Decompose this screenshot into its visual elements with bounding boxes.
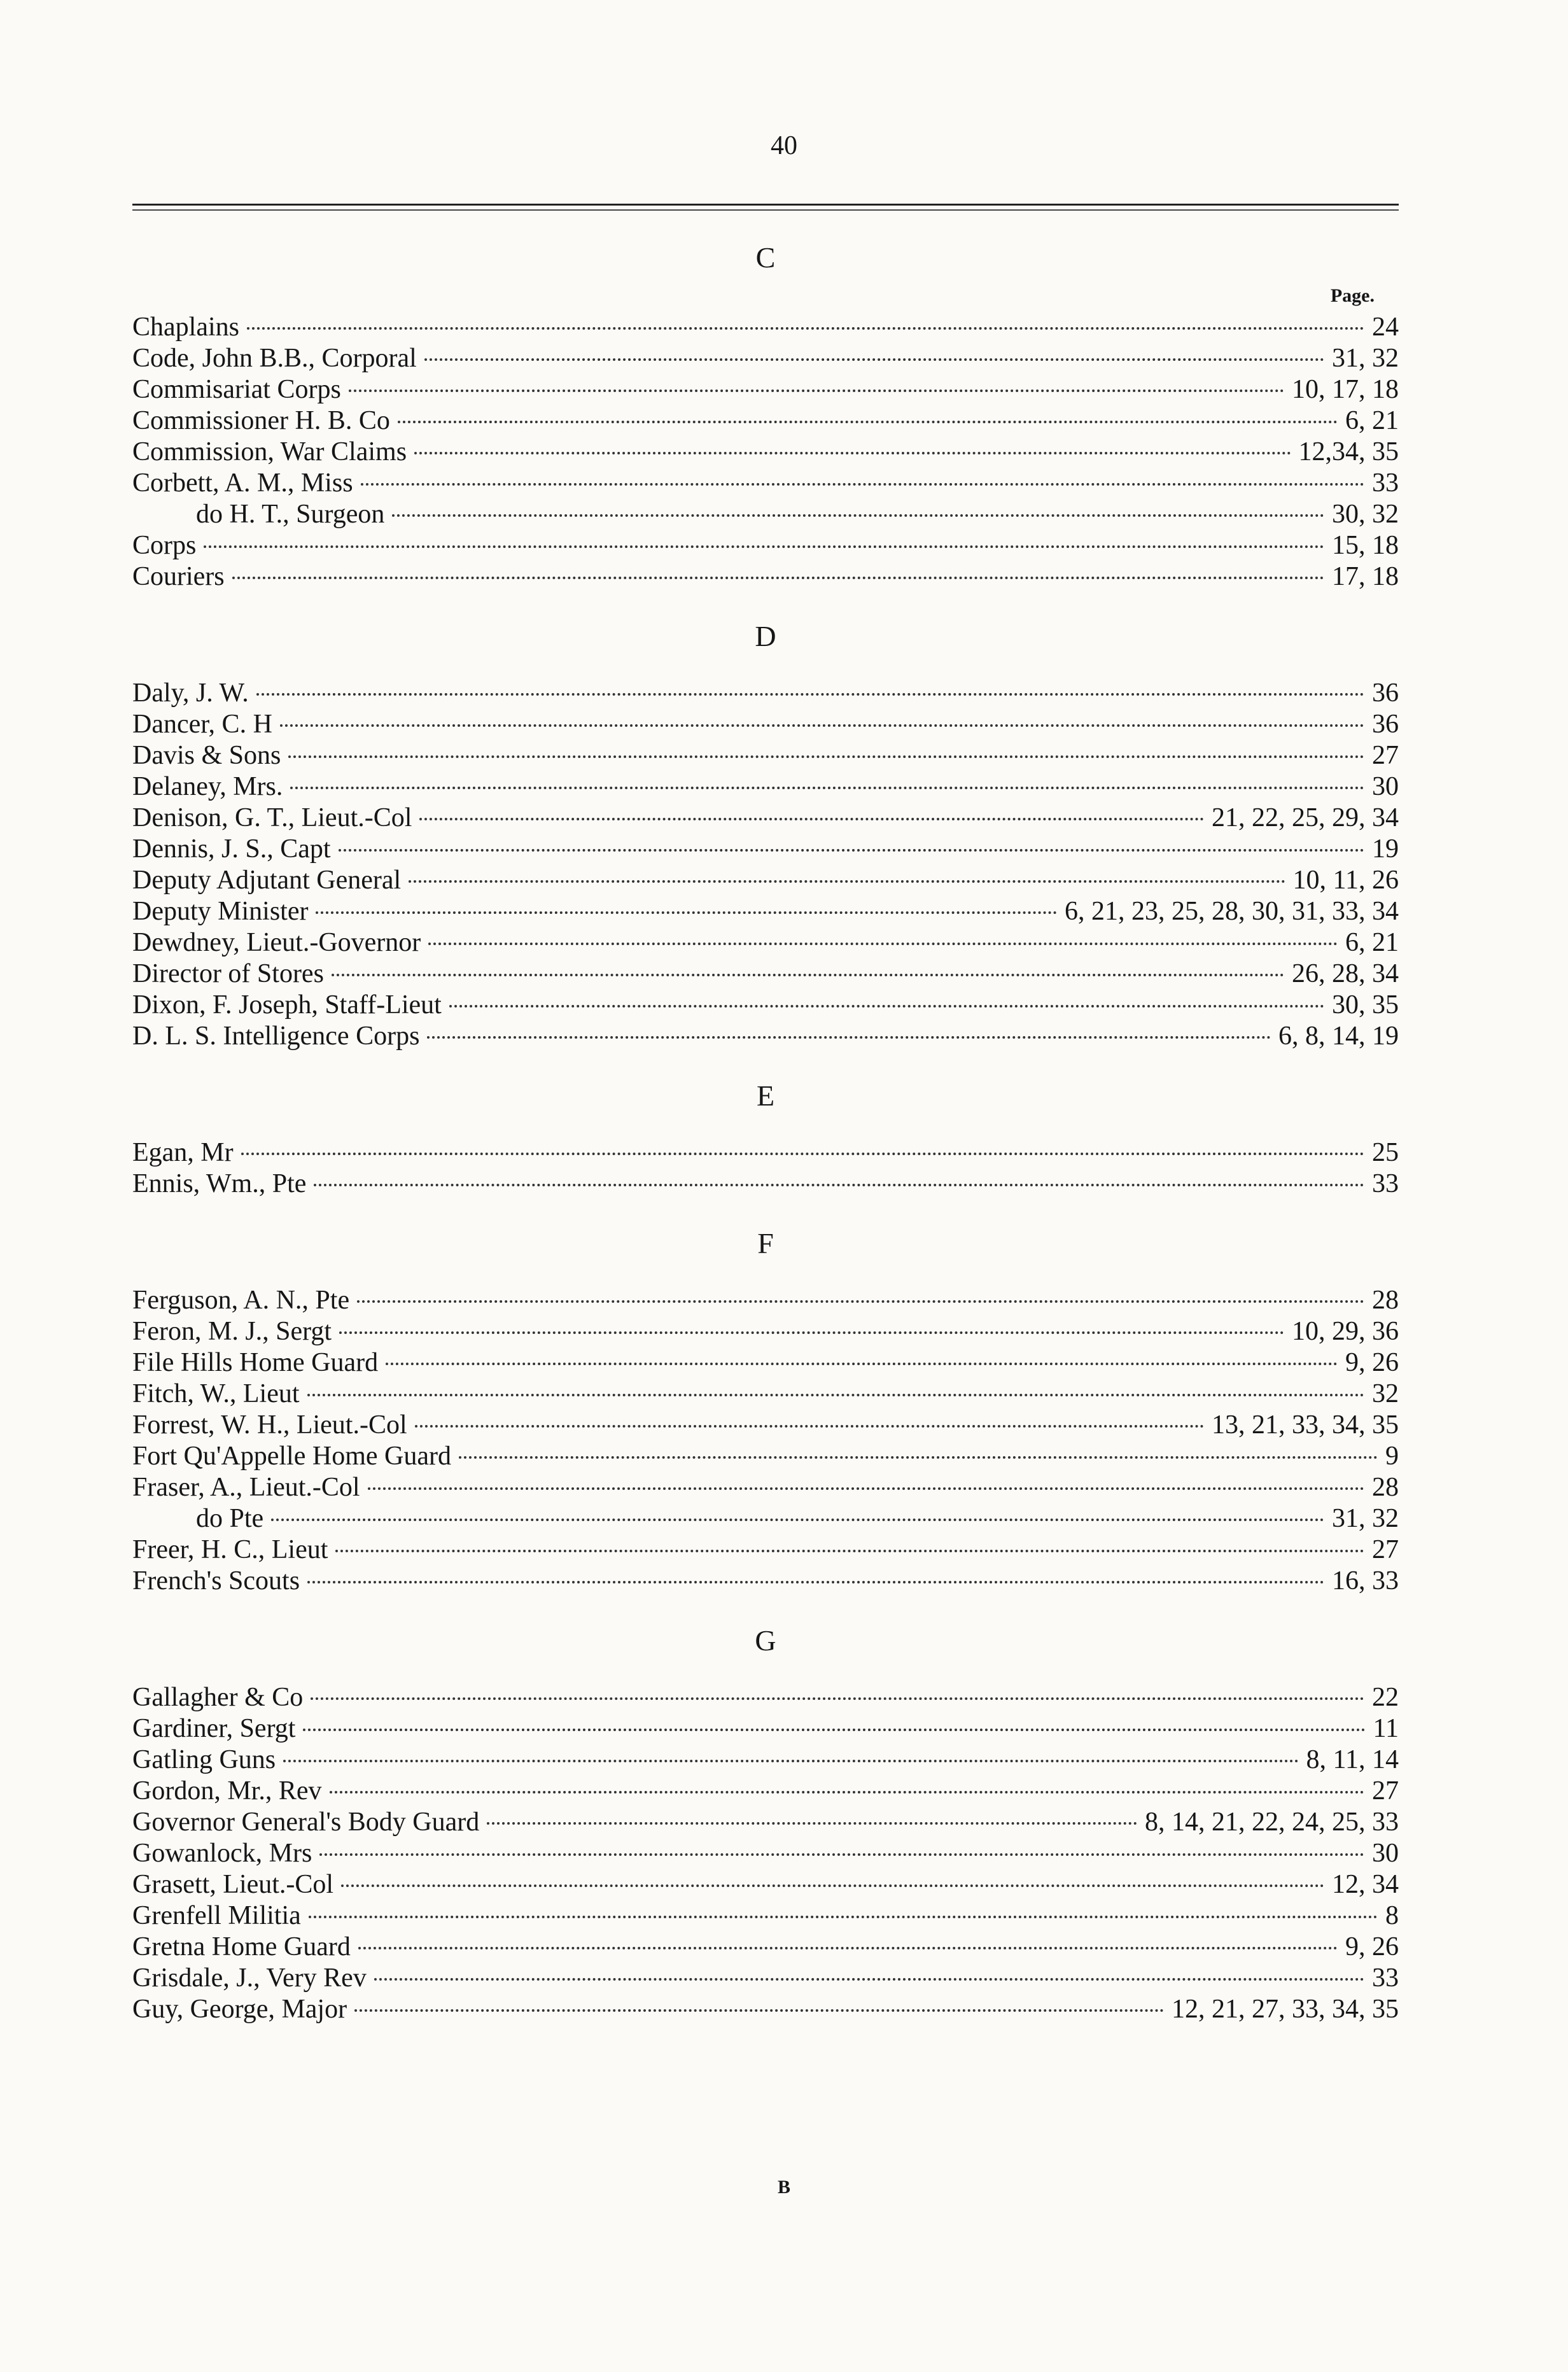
entry-name: Dennis, J. S., Capt	[132, 834, 331, 864]
index-entry	[132, 1900, 1399, 1932]
entry-name: Deputy Adjutant General	[132, 866, 402, 895]
index-entry	[132, 1316, 1399, 1347]
section-letter-e: E	[756, 1079, 775, 1112]
entry-pages: 33	[1372, 468, 1399, 498]
entry-name: Freer, H. C., Lieut	[132, 1535, 328, 1564]
entry-name: Commissioner H. B. Co	[132, 406, 390, 435]
entry-name: Couriers	[132, 562, 225, 591]
entry-name: Fitch, W., Lieut	[132, 1379, 300, 1408]
entry-name: Ennis, Wm., Pte	[132, 1169, 307, 1198]
index-entry	[132, 1838, 1399, 1869]
entry-name: Deputy Minister	[132, 897, 309, 926]
dot-leader	[283, 1760, 1298, 1762]
entry-pages: 8, 11, 14	[1306, 1745, 1399, 1774]
entry-name: French's Scouts	[132, 1566, 300, 1596]
entry-pages: 26, 28, 34	[1292, 959, 1399, 988]
index-entry	[132, 1963, 1399, 1994]
dot-leader	[449, 1005, 1324, 1007]
dot-leader	[398, 421, 1338, 423]
entry-pages: 15, 18	[1332, 531, 1399, 560]
dot-leader	[424, 358, 1324, 361]
entry-pages: 6, 21, 23, 25, 28, 30, 31, 33, 34	[1065, 897, 1399, 926]
dot-leader	[368, 1487, 1364, 1490]
entry-name: Guy, George, Major	[132, 1995, 347, 2024]
section-letter-c: C	[755, 241, 776, 274]
dot-leader	[330, 1791, 1365, 1793]
entry-name: Gretna Home Guard	[132, 1932, 351, 1961]
entry-pages: 13, 21, 33, 34, 35	[1212, 1410, 1399, 1440]
entry-pages: 10, 17, 18	[1292, 375, 1399, 404]
entry-name: Grasett, Lieut.-Col	[132, 1870, 334, 1899]
entry-name: Code, John B.B., Corporal	[132, 344, 417, 373]
dot-leader	[335, 1550, 1364, 1552]
index-entry	[132, 896, 1399, 927]
index-entry	[132, 1137, 1399, 1168]
index-entry	[132, 1682, 1399, 1713]
entry-name: Grisdale, J., Very Rev	[132, 1963, 367, 1993]
index-entry	[132, 1472, 1399, 1503]
entry-pages: 6, 21	[1345, 406, 1399, 435]
entry-name: Davis & Sons	[132, 741, 281, 770]
entry-pages: 21, 22, 25, 29, 34	[1212, 803, 1399, 832]
index-entry	[132, 405, 1399, 437]
entry-pages: 30	[1372, 772, 1399, 801]
page-column-header: Page.	[1330, 285, 1375, 306]
index-entry	[132, 740, 1399, 771]
entry-name: D. L. S. Intelligence Corps	[132, 1021, 420, 1051]
entry-name: File Hills Home Guard	[132, 1348, 379, 1377]
entry-name: Gardiner, Sergt	[132, 1714, 296, 1743]
entry-name: Gordon, Mr., Rev	[132, 1776, 322, 1806]
dot-leader	[361, 483, 1364, 486]
index-entry	[132, 771, 1399, 803]
entry-pages: 30, 32	[1332, 500, 1399, 529]
entry-pages: 10, 29, 36	[1292, 1317, 1399, 1346]
entry-name: Corbett, A. M., Miss	[132, 468, 353, 498]
dot-leader	[288, 755, 1364, 758]
dot-leader	[316, 911, 1057, 914]
header-rule	[132, 204, 1399, 211]
entry-name: Dancer, C. H	[132, 710, 272, 739]
entry-name: Fraser, A., Lieut.-Col	[132, 1473, 360, 1502]
index-entry	[132, 990, 1399, 1021]
dot-leader	[232, 577, 1324, 579]
entry-pages: 36	[1372, 678, 1399, 708]
entry-name: Egan, Mr	[132, 1138, 234, 1167]
entry-name: Director of Stores	[132, 959, 324, 988]
index-entry	[132, 1410, 1399, 1441]
entry-name: Dixon, F. Joseph, Staff-Lieut	[132, 990, 442, 1020]
entry-name: Gallagher & Co	[132, 1683, 304, 1712]
entry-pages: 12, 21, 27, 33, 34, 35	[1172, 1995, 1399, 2024]
entry-pages: 33	[1372, 1169, 1399, 1198]
entry-name: Feron, M. J., Sergt	[132, 1317, 332, 1346]
entry-pages: 17, 18	[1332, 562, 1399, 591]
dot-leader	[427, 1036, 1271, 1039]
dot-leader	[459, 1456, 1378, 1459]
dot-leader	[204, 545, 1324, 548]
index-entry	[132, 1168, 1399, 1200]
dot-leader	[341, 1884, 1324, 1887]
index-entry	[132, 1285, 1399, 1316]
dot-leader	[303, 1729, 1365, 1731]
dot-leader	[414, 452, 1291, 454]
index-entry	[132, 678, 1399, 709]
dot-leader	[409, 880, 1285, 883]
index-entry	[132, 499, 1399, 530]
entry-name: Commission, War Claims	[132, 437, 407, 467]
index-entry	[132, 343, 1399, 374]
entry-name: Fort Qu'Appelle Home Guard	[132, 1442, 451, 1471]
entry-pages: 9	[1385, 1442, 1399, 1471]
dot-leader	[415, 1425, 1204, 1428]
entry-pages: 30	[1372, 1839, 1399, 1868]
entry-pages: 22	[1372, 1683, 1399, 1712]
index-entry	[132, 374, 1399, 405]
entry-pages: 31, 32	[1332, 344, 1399, 373]
index-entry	[132, 1379, 1399, 1410]
entry-pages: 12,34, 35	[1298, 437, 1399, 467]
entry-pages: 24	[1372, 312, 1399, 342]
dot-leader	[332, 974, 1284, 976]
index-entry	[132, 530, 1399, 561]
entry-name: Ferguson, A. N., Pte	[132, 1286, 350, 1315]
entry-name: Forrest, W. H., Lieut.-Col	[132, 1410, 407, 1440]
dot-leader	[311, 1697, 1364, 1700]
index-entry	[132, 927, 1399, 958]
index-entry	[132, 709, 1399, 740]
entry-pages: 32	[1372, 1379, 1399, 1408]
entry-name: Commisariat Corps	[132, 375, 341, 404]
index-entry	[132, 1932, 1399, 1963]
dot-leader	[428, 943, 1338, 945]
dot-leader	[290, 787, 1364, 789]
index-entry	[132, 958, 1399, 990]
entry-name: Daly, J. W.	[132, 678, 249, 708]
dot-leader	[307, 1394, 1365, 1396]
entry-name: do H. T., Surgeon	[196, 500, 385, 529]
entry-name: do Pte	[196, 1504, 264, 1533]
entry-pages: 19	[1372, 834, 1399, 864]
entry-name: Chaplains	[132, 312, 239, 342]
index-content	[132, 235, 1399, 2025]
entry-pages: 27	[1372, 1535, 1399, 1564]
index-entry	[132, 437, 1399, 468]
index-entry	[132, 865, 1399, 896]
index-entry	[132, 561, 1399, 593]
entry-name: Dewdney, Lieut.-Governor	[132, 928, 421, 957]
dot-leader	[280, 724, 1364, 727]
entry-pages: 8	[1385, 1901, 1399, 1930]
entry-pages: 27	[1372, 741, 1399, 770]
dot-leader	[307, 1581, 1324, 1583]
index-entry	[132, 803, 1399, 834]
entry-pages: 12, 34	[1332, 1870, 1399, 1899]
entry-pages: 27	[1372, 1776, 1399, 1806]
dot-leader	[319, 1853, 1364, 1856]
entry-pages: 6, 21	[1345, 928, 1399, 957]
dot-leader	[358, 1947, 1338, 1949]
index-entry	[132, 1713, 1399, 1744]
entry-name: Corps	[132, 531, 197, 560]
index-entry	[132, 1503, 1399, 1534]
dot-leader	[487, 1822, 1137, 1825]
dot-leader	[314, 1184, 1364, 1186]
entry-pages: 11	[1373, 1714, 1399, 1743]
index-entry	[132, 1566, 1399, 1597]
dot-leader	[339, 849, 1364, 852]
dot-leader	[357, 1300, 1364, 1303]
index-entry	[132, 1441, 1399, 1472]
entry-pages: 25	[1372, 1138, 1399, 1167]
index-entry	[132, 1744, 1399, 1776]
index-entry	[132, 834, 1399, 865]
entry-name: Grenfell Militia	[132, 1901, 301, 1930]
section-letter-d: D	[755, 620, 776, 652]
entry-name: Governor General's Body Guard	[132, 1807, 480, 1837]
entry-name: Denison, G. T., Lieut.-Col	[132, 803, 412, 832]
dot-leader	[374, 1978, 1364, 1981]
dot-leader	[241, 1153, 1364, 1155]
entry-pages: 8, 14, 21, 22, 24, 25, 33	[1145, 1807, 1399, 1837]
entry-pages: 16, 33	[1332, 1566, 1399, 1596]
entry-pages: 6, 8, 14, 19	[1278, 1021, 1399, 1051]
dot-leader	[339, 1331, 1284, 1334]
entry-pages: 9, 26	[1345, 1932, 1399, 1961]
dot-leader	[419, 818, 1204, 820]
entry-pages: 31, 32	[1332, 1504, 1399, 1533]
entry-pages: 33	[1372, 1963, 1399, 1993]
dot-leader	[392, 514, 1324, 517]
entry-pages: 9, 26	[1345, 1348, 1399, 1377]
dot-leader	[247, 327, 1364, 330]
entry-pages: 30, 35	[1332, 990, 1399, 1020]
entry-pages: 28	[1372, 1286, 1399, 1315]
index-entry	[132, 1869, 1399, 1900]
entry-pages: 10, 11, 26	[1292, 866, 1399, 895]
page-number: 40	[771, 131, 797, 160]
index-entry	[132, 1776, 1399, 1807]
dot-leader	[256, 693, 1364, 696]
index-entry	[132, 1534, 1399, 1566]
entry-name: Delaney, Mrs.	[132, 772, 283, 801]
index-entry	[132, 1347, 1399, 1379]
index-entry	[132, 312, 1399, 343]
entry-pages: 36	[1372, 710, 1399, 739]
dot-leader	[309, 1916, 1378, 1918]
dot-leader	[354, 2009, 1164, 2012]
index-entry	[132, 1021, 1399, 1052]
index-entry	[132, 1994, 1399, 2025]
dot-leader	[386, 1363, 1338, 1365]
index-entry	[132, 1807, 1399, 1838]
entry-name: Gatling Guns	[132, 1745, 276, 1774]
index-entry	[132, 468, 1399, 499]
entry-name: Gowanlock, Mrs	[132, 1839, 312, 1868]
section-letter-f: F	[757, 1227, 774, 1260]
signature-mark: B	[777, 2177, 790, 2198]
dot-leader	[349, 389, 1284, 392]
entry-pages: 28	[1372, 1473, 1399, 1502]
section-letter-g: G	[755, 1624, 776, 1657]
dot-leader	[271, 1519, 1324, 1521]
